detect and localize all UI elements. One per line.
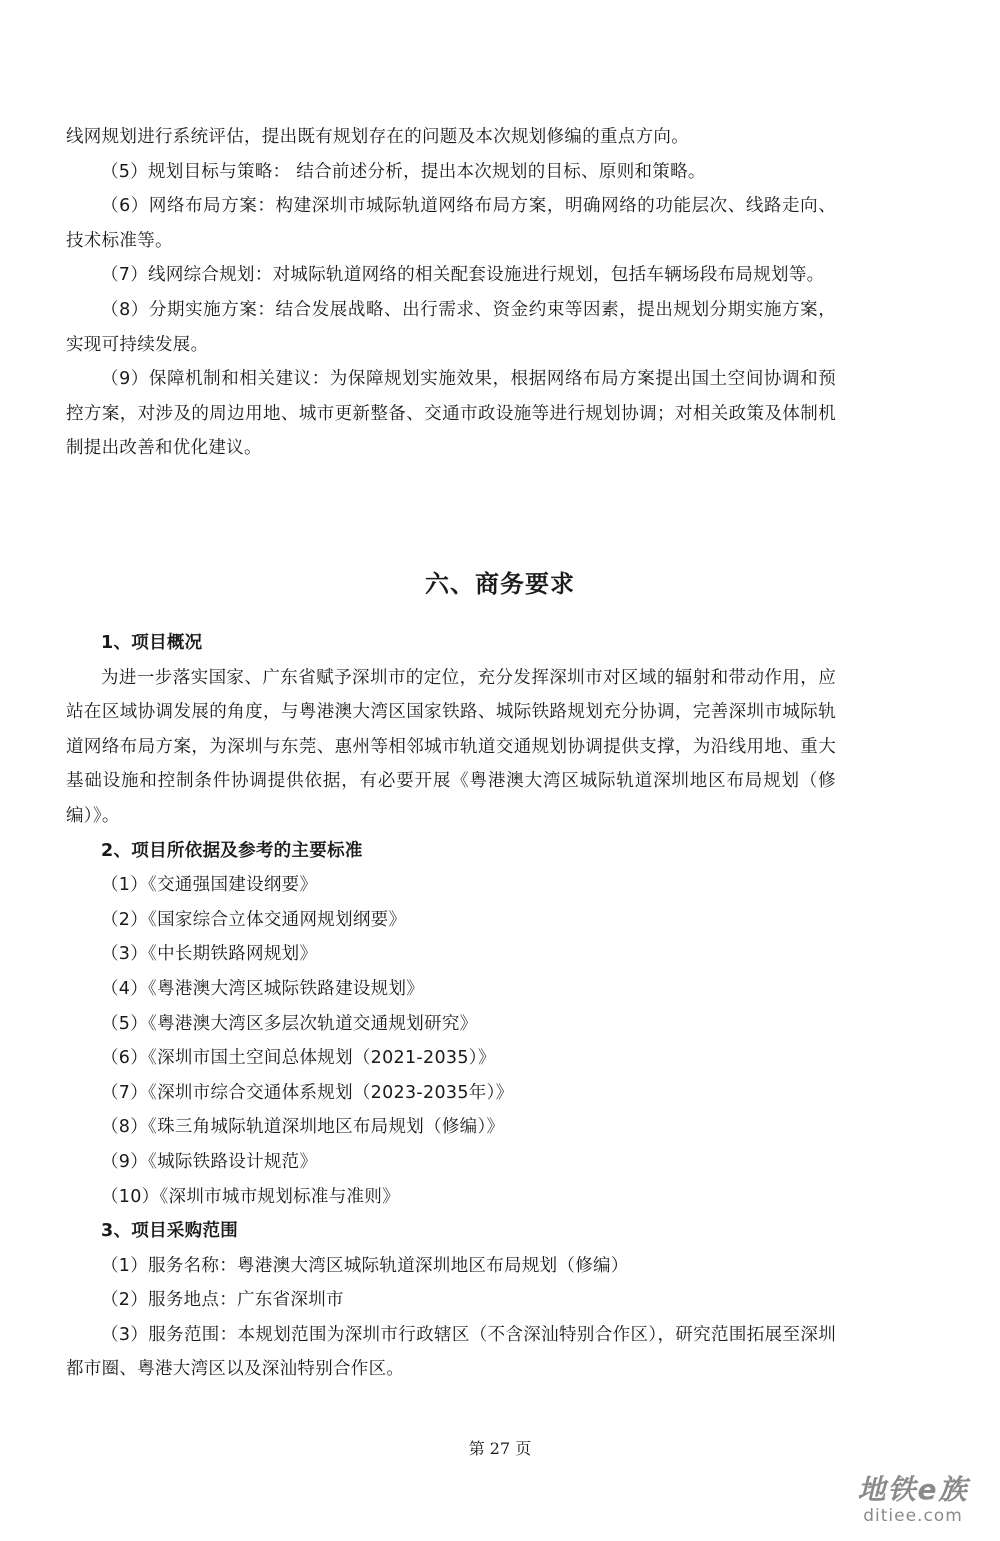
scope-item: （2）服务地点：广东省深圳市 xyxy=(101,1290,344,1311)
watermark-url: ditiee.com xyxy=(863,1506,963,1526)
watermark-logo: 地铁e族 xyxy=(857,1473,969,1506)
scope-item: （1）服务名称：粤港澳大湾区城际轨道深圳地区布局规划（修编） xyxy=(101,1255,629,1276)
standard-item: （2）《国家综合立体交通网规划纲要》 xyxy=(101,909,407,930)
paragraph: 线网规划进行系统评估，提出既有规划存在的问题及本次规划修编的重点方向。 xyxy=(66,127,689,147)
standard-item: （9）《城际铁路设计规范》 xyxy=(101,1151,318,1172)
business-section xyxy=(66,626,836,1387)
standard-item: （8）《珠三角城际轨道深圳地区布局规划（修编）》 xyxy=(101,1117,505,1138)
overview-paragraph: 为进一步落实国家、广东省赋予深圳市的定位，充分发挥深圳市对区域的辐射和带动作用，应站在区域协调发展的角度，与粤港澳大湾区国家铁路、城际铁路规划充分协调，完善深圳市城际轨道网络布局方案，为深圳与东莞、惠州等相邻城市轨道交通规划协调提供支撑，为沿线用地、重大基础设施和控制条件协调提供依据，有必要开展《粤港澳大湾区城际轨道深圳地区布局规划（修编）》。 xyxy=(66,667,836,826)
paragraph: （8）分期实施方案：结合发展战略、出行需求、资金约束等因素，提出规划分期实施方案，实现可持续发展。 xyxy=(66,299,836,355)
paragraph: （7）线网综合规划：对城际轨道网络的相关配套设施进行规划，包括车辆场段布局规划等。 xyxy=(101,265,825,286)
paragraph: （6）网络布局方案：构建深圳市城际轨道网络布局方案，明确网络的功能层次、线路走向、技术标准等。 xyxy=(66,196,836,251)
subheading-standards: 2、项目所依据及参考的主要标准 xyxy=(101,840,363,861)
section-title: 六、商务要求 xyxy=(425,570,575,598)
watermark xyxy=(838,1468,988,1526)
standard-item: （3）《中长期铁路网规划》 xyxy=(101,944,318,965)
standard-item: （5）《粤港澳大湾区多层次轨道交通规划研究》 xyxy=(101,1013,478,1034)
standard-item: （1）《交通强国建设纲要》 xyxy=(101,875,318,896)
paragraph: （5）规划目标与策略： 结合前述分析，提出本次规划的目标、原则和策略。 xyxy=(101,161,706,182)
top-paragraphs xyxy=(66,120,836,466)
standard-item: （6）《深圳市国土空间总体规划（2021-2035）》 xyxy=(101,1048,496,1069)
page-number: 第 27 页 xyxy=(468,1439,532,1458)
paragraph: （9）保障机制和相关建议：为保障规划实施效果，根据网络布局方案提出国土空间协调和预控方案，对涉及的周边用地、城市更新整备、交通市政设施等进行规划协调；对相关政策及体制机制提出改善和优化建议。 xyxy=(66,369,836,459)
standard-item: （10）《深圳市城市规划标准与准则》 xyxy=(101,1186,400,1207)
subheading-project-overview: 1、项目概况 xyxy=(101,633,203,653)
scope-item: （3）服务范围：本规划范围为深圳市行政辖区（不含深汕特别合作区），研究范围拓展至深圳都市圈、粤港大湾区以及深汕特别合作区。 xyxy=(66,1324,836,1380)
standard-item: （7）《深圳市综合交通体系规划（2023-2035年）》 xyxy=(101,1082,514,1103)
subheading-procurement-scope: 3、项目采购范围 xyxy=(101,1221,239,1242)
standard-item: （4）《粤港澳大湾区城际铁路建设规划》 xyxy=(101,978,425,999)
